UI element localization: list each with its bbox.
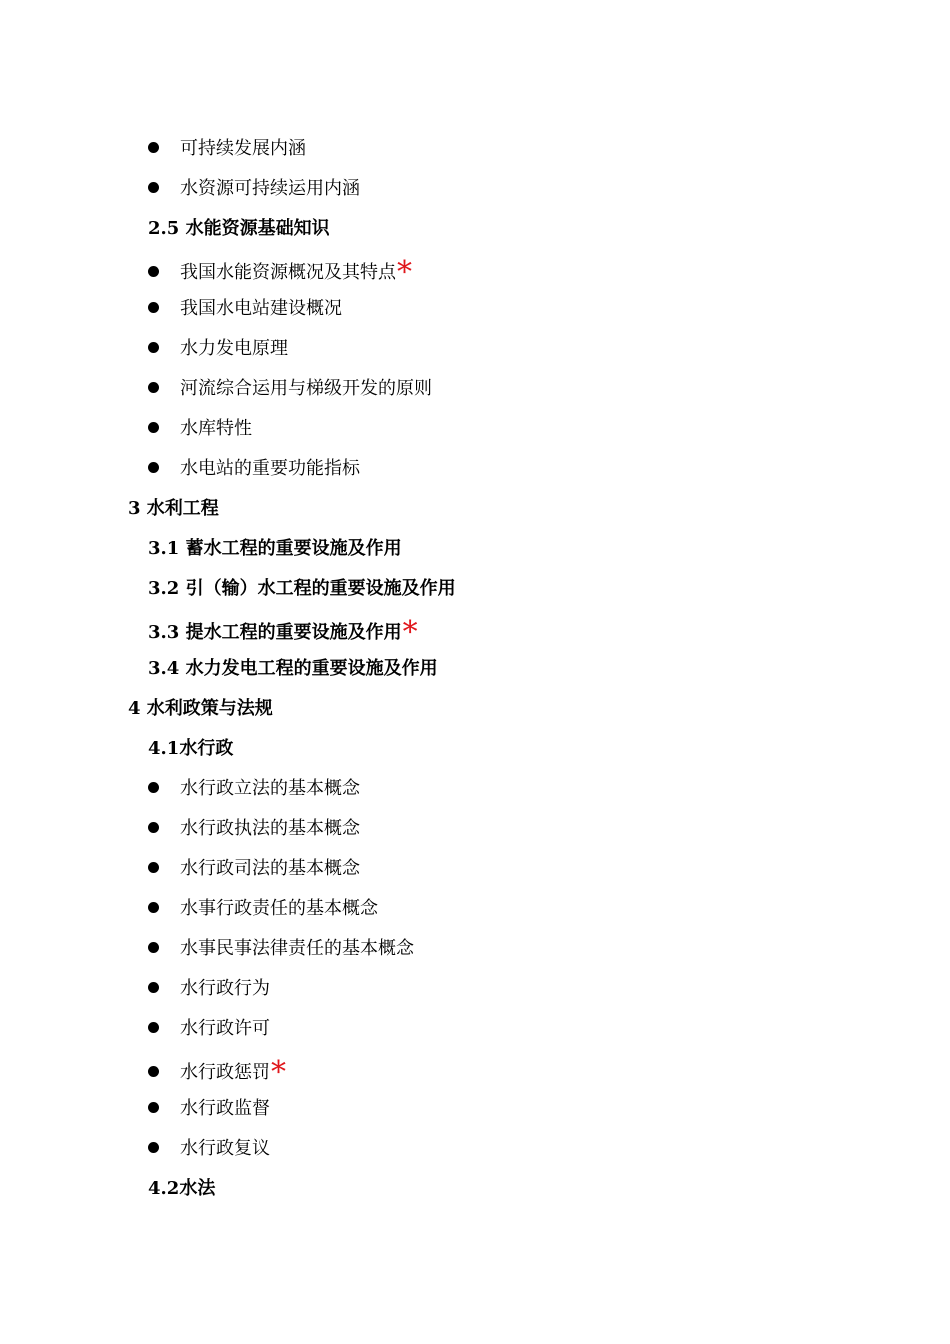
key-point-star-icon: * — [271, 1055, 286, 1090]
line-text: 水行政立法的基本概念 — [180, 778, 360, 799]
bullet-icon — [148, 1022, 159, 1033]
list-item — [148, 129, 306, 169]
line-text: 3.3 提水工程的重要设施及作用 — [148, 622, 402, 643]
line-text: 我国水电站建设概况 — [180, 298, 342, 319]
key-point-star-icon: * — [402, 615, 418, 650]
line-text: 水行政惩罚 — [180, 1062, 270, 1083]
line-text: 4 水利政策与法规 — [128, 698, 273, 719]
line-text: 4.2水法 — [148, 1178, 216, 1199]
list-item — [148, 249, 412, 289]
list-item — [148, 1009, 270, 1049]
line-text: 3.2 引（输）水工程的重要设施及作用 — [148, 578, 456, 599]
bullet-icon — [148, 822, 159, 833]
line-text: 3.1 蓄水工程的重要设施及作用 — [148, 538, 402, 559]
line-text: 水行政司法的基本概念 — [180, 858, 360, 879]
list-item — [148, 289, 342, 329]
line-text: 水电站的重要功能指标 — [180, 458, 360, 479]
subsection-heading — [148, 209, 330, 249]
list-item — [148, 889, 378, 929]
bullet-icon — [148, 862, 159, 873]
line-text: 河流综合运用与梯级开发的原则 — [180, 378, 432, 399]
bullet-icon — [148, 342, 159, 353]
bullet-icon — [148, 1102, 159, 1113]
list-item — [148, 1129, 270, 1169]
line-text: 水事行政责任的基本概念 — [180, 898, 378, 919]
list-item — [148, 809, 360, 849]
list-item — [148, 449, 360, 489]
bullet-icon — [148, 1066, 159, 1077]
line-text: 水行政行为 — [180, 978, 270, 999]
bullet-icon — [148, 182, 159, 193]
line-text: 可持续发展内涵 — [180, 138, 306, 159]
line-text: 水行政许可 — [180, 1018, 270, 1039]
list-item — [148, 849, 360, 889]
bullet-icon — [148, 462, 159, 473]
list-item — [148, 169, 360, 209]
list-item — [148, 1089, 270, 1129]
subsection-heading — [148, 1169, 215, 1209]
bullet-icon — [148, 942, 159, 953]
line-text: 水行政执法的基本概念 — [180, 818, 360, 839]
line-text: 3 水利工程 — [128, 498, 219, 519]
bullet-icon — [148, 142, 159, 153]
line-text: 4.1水行政 — [148, 738, 234, 759]
section-heading — [128, 489, 219, 529]
subsection-heading — [148, 569, 456, 609]
key-point-star-icon: * — [397, 255, 412, 290]
list-item — [148, 329, 288, 369]
line-text: 水行政复议 — [180, 1138, 270, 1159]
bullet-icon — [148, 982, 159, 993]
list-item — [148, 769, 360, 809]
line-text: 我国水能资源概况及其特点 — [180, 262, 396, 283]
bullet-icon — [148, 902, 159, 913]
line-text: 水资源可持续运用内涵 — [180, 178, 360, 199]
list-item — [148, 1049, 286, 1089]
bullet-icon — [148, 1142, 159, 1153]
list-item — [148, 409, 252, 449]
bullet-icon — [148, 382, 159, 393]
section-heading — [128, 689, 273, 729]
line-text: 2.5 水能资源基础知识 — [148, 218, 330, 239]
subsection-heading — [148, 609, 418, 649]
bullet-icon — [148, 302, 159, 313]
line-text: 水行政监督 — [180, 1098, 270, 1119]
line-text: 水力发电原理 — [180, 338, 288, 359]
list-item — [148, 369, 432, 409]
line-text: 3.4 水力发电工程的重要设施及作用 — [148, 658, 438, 679]
bullet-icon — [148, 266, 159, 277]
bullet-icon — [148, 422, 159, 433]
subsection-heading — [148, 649, 438, 689]
line-text: 水事民事法律责任的基本概念 — [180, 938, 414, 959]
bullet-icon — [148, 782, 159, 793]
list-item — [148, 969, 270, 1009]
subsection-heading — [148, 529, 402, 569]
list-item — [148, 929, 414, 969]
subsection-heading — [148, 729, 233, 769]
line-text: 水库特性 — [180, 418, 252, 439]
